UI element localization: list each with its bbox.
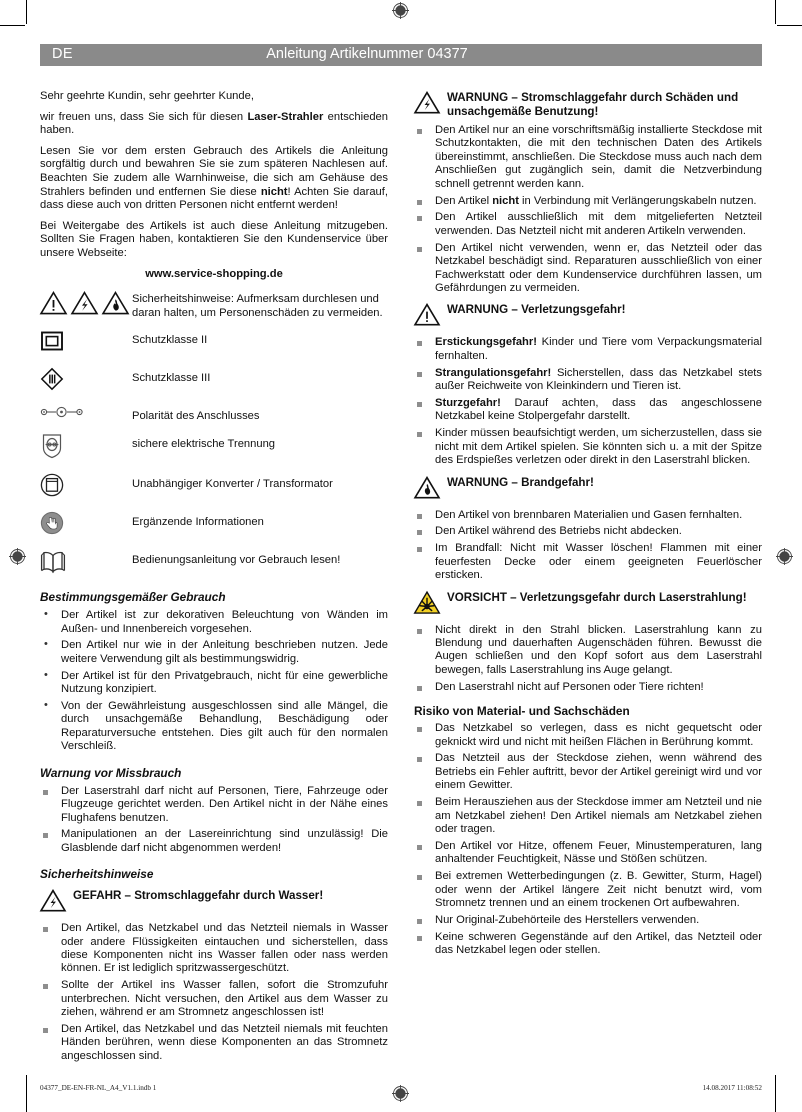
list-item: • Der Artikel ist zur dekorativen Beleuchtung von Wänden im Außen- und Innenbereich vorgesehen.	[40, 609, 388, 636]
legend-icon-cell	[40, 367, 132, 396]
list-item: Den Artikel während des Betriebs nicht abdecken.	[414, 525, 762, 538]
right-column	[414, 90, 762, 1063]
page-title: Anleitung Artikelnummer 04377	[266, 46, 468, 62]
protection-class-3-icon	[40, 367, 64, 396]
injury-danger-list	[414, 336, 762, 467]
legend-row-protection-class-3	[40, 367, 388, 396]
item-emphasis: Erstickungsgefahr!	[435, 336, 537, 349]
two-column-body	[40, 90, 762, 1063]
intro-p2-emphasis: nicht	[260, 185, 288, 198]
list-item: Das Netzteil aus der Steckdose ziehen, wenn während des Betriebs ein Fehler auftritt, bevor der Artikel gereinigt wird und vor einem Gewitter.	[414, 752, 762, 792]
item-text-pre: Den Artikel	[435, 194, 493, 207]
damage-danger-list	[414, 124, 762, 295]
legend-label: Ergänzende Informationen	[132, 516, 264, 529]
fire-danger-list	[414, 509, 762, 583]
crop-mark-top-right-vertical	[775, 0, 776, 24]
item-text-post: Sicherstellen, dass das Netzkabel stets außer Reichweite von Kleinkindern und Tieren ist.	[435, 366, 762, 393]
registration-mark-top-center	[392, 2, 409, 19]
misuse-warning-list	[40, 785, 388, 856]
list-item	[414, 397, 762, 424]
legend-label: Bedienungsanleitung vor Gebrauch lesen!	[132, 554, 341, 567]
crop-mark-bottom-left-vertical	[26, 1075, 27, 1112]
warning-heading-water	[40, 888, 388, 917]
crop-mark-top-right-horizontal	[777, 25, 802, 26]
item-emphasis: Sturzgefahr!	[435, 397, 501, 409]
legend-row-safety-notes	[40, 291, 388, 320]
manual-page	[40, 36, 762, 1062]
legend-label: Schutzklasse III	[132, 372, 211, 385]
list-item	[414, 195, 762, 208]
legend-row-protection-class-2	[40, 329, 388, 358]
list-item: Manipulationen an der Lasereinrichtung sind unzulässig! Die Glasblende darf nicht abgenommen werden!	[40, 828, 388, 855]
general-warning-triangle-icon	[414, 302, 440, 331]
page-footer	[40, 1084, 762, 1098]
page-header-bar	[40, 44, 762, 66]
legend-icon-cell	[40, 473, 132, 502]
list-item	[414, 336, 762, 363]
intended-use-list	[40, 609, 388, 754]
list-item: Der Laserstrahl darf nicht auf Personen, Tiere, Fahrzeuge oder Flugzeuge gerichtet werden. Den Artikel nicht in der Nähe eines Flughafens benutzen.	[40, 785, 388, 825]
read-manual-icon	[40, 549, 66, 578]
protection-class-2-icon	[40, 329, 64, 358]
fire-triangle-icon	[102, 291, 129, 320]
section-heading-material-risk: Risiko von Material- und Sachschäden	[414, 704, 630, 719]
section-heading-safety-notes: Sicherheitshinweise	[40, 867, 154, 882]
electric-shock-triangle-icon	[71, 291, 98, 320]
material-risk-list	[414, 722, 762, 958]
list-item: Nur Original-Zubehörteile des Herstellers verwenden.	[414, 914, 762, 927]
list-item: Den Artikel nur an eine vorschriftsmäßig installierte Steckdose mit Schutzkontakten, die mit den technischen Daten des Artikels übereinstimmt, anschließen. Die Steckdose muss auch nach dem Anschließen gut zugänglich sein, damit die Netzverbindung schnell getrennt werden kann.	[414, 124, 762, 191]
legend-icon-cell	[40, 511, 132, 540]
registration-mark-right-middle	[776, 548, 793, 565]
fire-triangle-icon	[414, 475, 440, 504]
item-text-post: in Verbindung mit Verlängerungskabeln nutzen.	[518, 194, 757, 207]
product-name: Laser-Strahler	[247, 110, 324, 123]
list-item: Bei extremen Wetterbedingungen (z. B. Gewitter, Sturm, Hagel) oder wenn der Artikel längere Zeit nicht benutzt wird, vom Stromnetz trennen und an einem trockenen Ort aufbewahren.	[414, 870, 762, 910]
legend-icons-group	[40, 291, 132, 320]
service-website[interactable]: www.service-shopping.de	[145, 267, 283, 280]
warning-heading-injury	[414, 302, 762, 331]
intro-p2-part-b: ! Achten Sie darauf, dass diese auch von dritten Personen nicht entfernt werden!	[40, 185, 388, 212]
polarity-icon	[40, 405, 84, 424]
warning-heading-fire	[414, 475, 762, 504]
legend-label: Polarität des Anschlusses	[132, 410, 260, 423]
list-item: Kinder müssen beaufsichtigt werden, um sicherzustellen, dass sie nicht mit dem Artikel spielen. Sie könnten sich u. a mit der Spitze des Erdspießes verletzen oder direkt in den Laserstrahl blicken.	[414, 427, 762, 467]
list-item: Das Netzkabel so verlegen, dass es nicht gequetscht oder geknickt wird und nicht mit heißen Flächen in Berührung kommt.	[414, 722, 762, 749]
section-heading-intended-use: Bestimmungsgemäßer Gebrauch	[40, 590, 226, 605]
legend-label: Schutzklasse II	[132, 334, 208, 347]
list-item: Den Artikel nicht verwenden, wenn er, das Netzteil oder das Netzkabel beschädigt sind. Reparaturen ausschließlich von einer Fachwerkstatt oder dem Kundenservice durchführen lassen, um Gefährdungen zu vermeiden.	[414, 242, 762, 296]
list-item: Den Artikel ausschließlich mit dem mitgelieferten Netzteil verwenden. Das Netzteil nicht mit anderen Artikeln verwenden.	[414, 211, 762, 238]
legend-icon-cell	[40, 549, 132, 578]
list-item: Nicht direkt in den Strahl blicken. Laserstrahlung kann zu Blendung und dauerhaften Augenschäden führen. Bewusst die Augen schließen und den Kopf sofort aus dem Laserstrahl bewegen, falls Laserstrahlung ins Auge gelangt.	[414, 624, 762, 678]
legend-row-independent-converter	[40, 473, 388, 502]
intro-p1-part-a: wir freuen uns, dass Sie sich für diesen	[40, 110, 248, 123]
list-item: Den Laserstrahl nicht auf Personen oder Tiere richten!	[414, 681, 762, 694]
list-item: Beim Herausziehen aus der Steckdose immer am Netzteil und nie am Netzkabel ziehen! Den Artikel niemals am Netzkabel ziehen oder tragen.	[414, 796, 762, 836]
list-item: Den Artikel von brennbaren Materialien und Gasen fernhalten.	[414, 509, 762, 522]
warning-title: GEFAHR – Stromschlaggefahr durch Wasser!	[73, 889, 324, 903]
warning-title: VORSICHT – Verletzungsgefahr durch Laserstrahlung!	[447, 590, 747, 604]
intro-paragraph-3: Bei Weitergabe des Artikels ist auch diese Anleitung mitzugeben. Sollten Sie Fragen haben, kontaktieren Sie den Kundenservice über unsere Webseite:	[40, 219, 388, 259]
intro-p2-part-a: Lesen Sie vor dem ersten Gebrauch des Artikels die Anleitung sorgfältig durch und bewahren Sie sie zum späteren Nachlesen auf. Beachten Sie zudem alle Warnhinweise, die sich am Gehäuse des Strahlers befinden und entfernen Sie diese	[40, 144, 388, 198]
laser-radiation-triangle-icon	[414, 590, 440, 619]
intro-paragraph-1	[40, 111, 388, 138]
safe-isolation-icon	[40, 433, 64, 464]
symbol-legend	[40, 291, 388, 578]
additional-info-icon	[40, 511, 64, 540]
laser-danger-list	[414, 624, 762, 695]
item-text-post: Darauf achten, dass das angeschlossene Netzkabel keine Stolpergefahr darstellt.	[435, 397, 762, 423]
legend-label: sichere elektrische Trennung	[132, 438, 276, 451]
crop-mark-top-left-horizontal	[0, 25, 25, 26]
item-emphasis: nicht	[492, 194, 519, 207]
electric-shock-triangle-icon	[40, 888, 66, 917]
warning-title: WARNUNG – Brandgefahr!	[447, 475, 594, 489]
list-item: • Den Artikel nur wie in der Anleitung beschrieben nutzen. Jede weitere Verwendung gilt als bestimmungswidrig.	[40, 639, 388, 666]
warning-heading-laser	[414, 590, 762, 619]
list-item	[414, 367, 762, 394]
list-item: Keine schweren Gegenstände auf den Artikel, das Netzteil oder das Netzkabel legen oder stellen.	[414, 931, 762, 958]
warning-title: WARNUNG – Stromschlaggefahr durch Schäden und unsachgemäße Benutzung!	[447, 91, 739, 118]
left-column	[40, 90, 388, 1063]
list-item: • Von der Gewährleistung ausgeschlossen sind alle Mängel, die durch unsachgemäße Behandlung, Beschädigung oder Reparaturversuche entstehen. Dies gilt auch für den normalen Verschleiß.	[40, 700, 388, 754]
electric-shock-triangle-icon	[414, 90, 440, 119]
legend-icon-cell	[40, 433, 132, 464]
crop-mark-top-left-vertical	[26, 0, 27, 24]
list-item: • Der Artikel ist für den Privatgebrauch, nicht für eine gewerbliche Nutzung konzipiert.	[40, 670, 388, 697]
crop-mark-bottom-right-vertical	[775, 1075, 776, 1112]
list-item: Sollte der Artikel ins Wasser fallen, sofort die Stromzufuhr unterbrechen. Nicht versuchen, den Artikel aus dem Wasser zu ziehen, während er am Stromnetz angeschlossen ist!	[40, 979, 388, 1019]
legend-safety-note-text: Sicherheitshinweise: Aufmerksam durchlesen und daran halten, um Personenschäden zu vermeiden.	[132, 293, 383, 319]
general-warning-triangle-icon	[40, 291, 67, 320]
registration-mark-left-middle	[9, 548, 26, 565]
section-heading-misuse-warning: Warnung vor Missbrauch	[40, 765, 182, 780]
list-item: Den Artikel, das Netzkabel und das Netzteil niemals in Wasser oder andere Flüssigkeiten eintauchen und sicherstellen, dass diese Komponenten nicht ins Wasser fallen oder nass werden können. Er ist lediglich spritzwassergeschützt.	[40, 922, 388, 976]
list-item: Im Brandfall: Nicht mit Wasser löschen! Flammen mit einer feuerfesten Decke oder einem geeigneten Feuerlöscher ersticken.	[414, 542, 762, 582]
list-item: Den Artikel vor Hitze, offenem Feuer, Minustemperaturen, lang anhaltender Feuchtigkeit, Nässe und Stößen schützen.	[414, 840, 762, 867]
warning-title: WARNUNG – Verletzungsgefahr!	[447, 303, 626, 317]
intro-p1-part-b: entschieden haben.	[40, 110, 388, 137]
legend-row-safe-isolation	[40, 433, 388, 464]
footer-filename: 04377_DE-EN-FR-NL_A4_V1.1.indb 1	[40, 1084, 157, 1092]
intro-paragraph-2	[40, 145, 388, 213]
item-text-post: Kinder und Tiere vom Verpackungsmaterial fernhalten.	[435, 336, 762, 362]
item-emphasis: Strangulationsgefahr!	[435, 366, 552, 379]
legend-icon-cell	[40, 405, 132, 424]
legend-icon-cell	[40, 329, 132, 358]
salutation-line	[40, 90, 388, 104]
list-item: Den Artikel, das Netzkabel und das Netzteil niemals mit feuchten Händen berühren, wenn diese Komponenten an das Stromnetz angeschlossen sind.	[40, 1023, 388, 1063]
independent-converter-icon	[40, 473, 64, 502]
legend-label: Unabhängiger Konverter / Transformator	[132, 478, 333, 491]
footer-timestamp: 14.08.2017 11:08:52	[702, 1084, 762, 1092]
legend-row-read-manual	[40, 549, 388, 578]
salutation-text: Sehr geehrte Kundin, sehr geehrter Kunde,	[40, 90, 254, 102]
warning-heading-damage	[414, 90, 762, 119]
language-code: DE	[52, 46, 73, 62]
legend-row-polarity	[40, 405, 388, 424]
legend-row-additional-info	[40, 511, 388, 540]
water-danger-list	[40, 922, 388, 1063]
